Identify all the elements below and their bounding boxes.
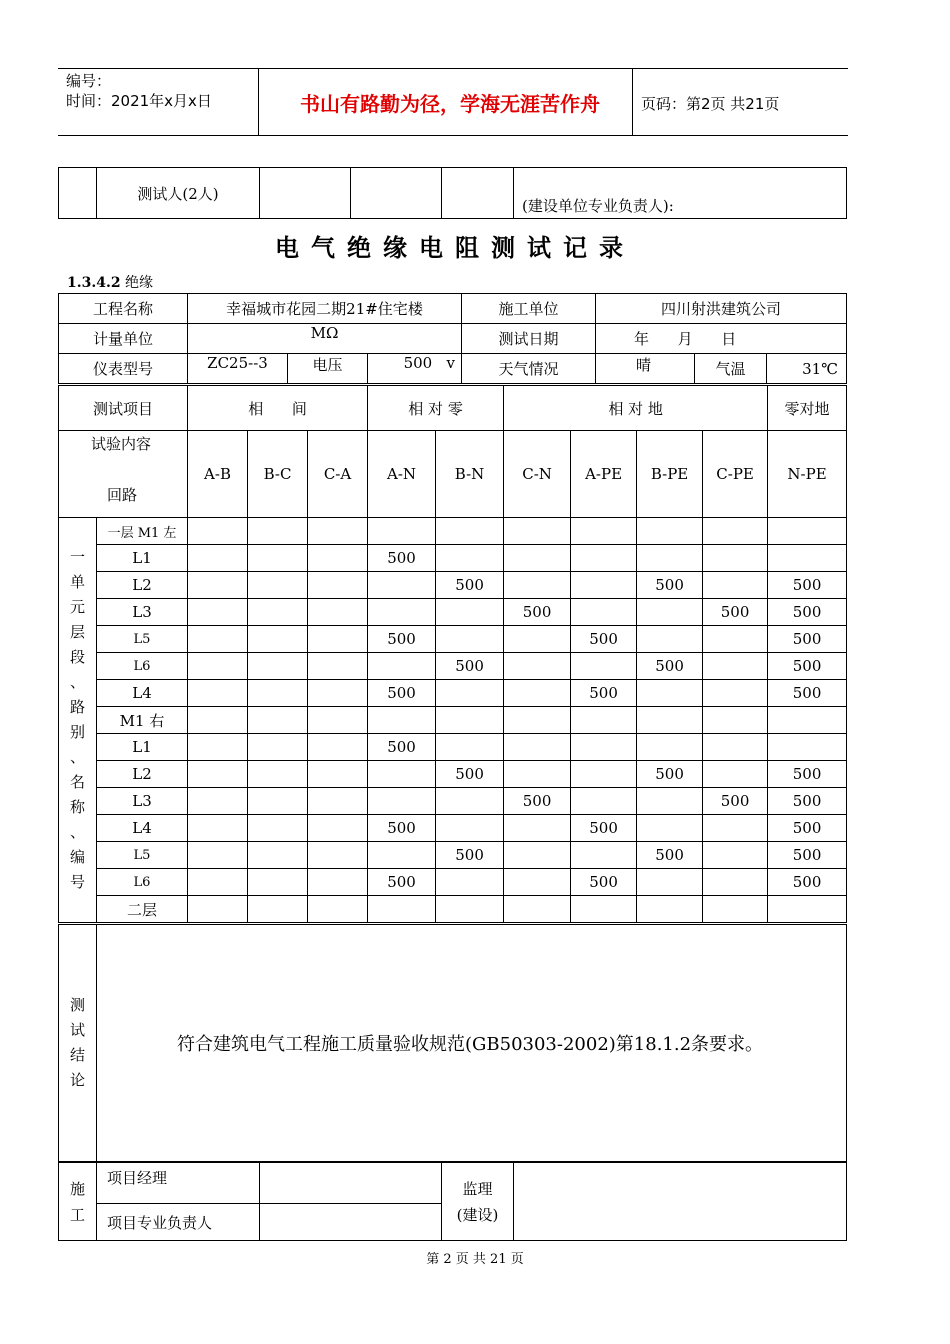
weather-value: 晴 [596, 354, 695, 384]
reading-cell [188, 599, 248, 626]
side-label-char: 名 [69, 773, 85, 791]
column-header: B-PE [637, 431, 703, 518]
reading-cell: 500 [436, 761, 504, 788]
reading-cell [703, 761, 768, 788]
table-row [59, 788, 847, 815]
reading-cell [768, 545, 847, 572]
reading-cell [368, 599, 436, 626]
reading-cell [308, 545, 368, 572]
reading-cell [188, 545, 248, 572]
circuit-name: L4 [97, 815, 188, 842]
side-label-char: 层 [69, 623, 85, 641]
supervision-label-line: (建设) [456, 1205, 499, 1224]
header-motto: 书山有路勤为径，学海无涯苦作舟 [300, 92, 600, 116]
reading-cell [571, 788, 637, 815]
reading-cell [637, 518, 703, 545]
reading-cell: 500 [368, 545, 436, 572]
reading-cell: 500 [571, 626, 637, 653]
group-header: 零对地 [768, 386, 847, 431]
conclusion-table [58, 924, 847, 1162]
meter-value: ZC25--3 [188, 354, 288, 384]
reading-cell [308, 680, 368, 707]
circuit-name: 二层 [97, 896, 188, 923]
reading-cell [188, 869, 248, 896]
group-header: 相 间 [188, 386, 368, 431]
reading-cell [308, 815, 368, 842]
column-header: A-B [188, 431, 248, 518]
column-header: A-PE [571, 431, 637, 518]
reading-cell [703, 626, 768, 653]
test-table [58, 385, 847, 923]
meter-label: 仪表型号 [59, 354, 188, 384]
side-label-char: 编 [69, 848, 85, 866]
table-row [59, 518, 847, 545]
reading-cell [504, 545, 571, 572]
lead-label: 项目专业负责人 [97, 1204, 260, 1241]
weather-label: 天气情况 [462, 354, 596, 384]
reading-cell [504, 626, 571, 653]
conclusion-label-char: 结 [69, 1046, 85, 1064]
reading-cell [571, 518, 637, 545]
reading-cell: 500 [768, 680, 847, 707]
reading-cell: 500 [768, 815, 847, 842]
reading-cell: 500 [703, 599, 768, 626]
page-footer: 第 2 页 共 21 页 [426, 1252, 524, 1267]
reading-cell: 500 [571, 869, 637, 896]
reading-cell: 500 [768, 599, 847, 626]
construction-label-char: 施 [69, 1179, 85, 1198]
reading-cell: 500 [368, 734, 436, 761]
table-row [59, 680, 847, 707]
circuit-name: L1 [97, 734, 188, 761]
table-row [59, 653, 847, 680]
circuit-name: M1 右 [97, 707, 188, 734]
header-top-rule [58, 68, 848, 69]
reading-cell [368, 518, 436, 545]
reading-cell [248, 869, 308, 896]
construction-label-char: 工 [69, 1205, 85, 1224]
reading-cell [637, 707, 703, 734]
reading-cell [436, 815, 504, 842]
reading-cell: 500 [768, 572, 847, 599]
unit-value: MΩ [188, 324, 462, 354]
reading-cell [248, 761, 308, 788]
group-header: 相 对 地 [504, 386, 768, 431]
circuit-name: L2 [97, 572, 188, 599]
reading-cell [571, 707, 637, 734]
construction-label [59, 1163, 97, 1241]
reading-cell [436, 680, 504, 707]
reading-cell [436, 788, 504, 815]
reading-cell [308, 653, 368, 680]
reading-cell: 500 [368, 815, 436, 842]
circuit-name: 一层 M1 左 [97, 518, 188, 545]
column-header: C-A [308, 431, 368, 518]
reading-cell [637, 815, 703, 842]
reading-cell [188, 842, 248, 869]
table-row [59, 626, 847, 653]
reading-cell [248, 545, 308, 572]
reading-cell [571, 896, 637, 923]
reading-cell [188, 896, 248, 923]
test-rows [59, 518, 847, 923]
page-title: 电气绝缘电阻测试记录 [275, 233, 635, 262]
conclusion-label-text [59, 993, 96, 1093]
group-header: 相 对 零 [368, 386, 504, 431]
conclusion-label [59, 925, 97, 1162]
reading-cell: 500 [637, 653, 703, 680]
reading-cell [248, 518, 308, 545]
table-row [59, 599, 847, 626]
reading-cell: 500 [637, 572, 703, 599]
circuit-name: L6 [97, 653, 188, 680]
reading-cell [368, 572, 436, 599]
contractor-label: 施工单位 [462, 294, 596, 324]
reading-cell [308, 518, 368, 545]
side-label-char: 段 [69, 648, 85, 666]
conclusion-label-char: 试 [69, 1021, 85, 1039]
reading-cell [571, 599, 637, 626]
reading-cell [188, 626, 248, 653]
info-table [58, 293, 847, 384]
table-row [59, 896, 847, 923]
reading-cell [504, 761, 571, 788]
date-label: 测试日期 [462, 324, 596, 354]
reading-cell [768, 896, 847, 923]
side-label-char: 、 [69, 823, 85, 841]
reading-cell [248, 788, 308, 815]
side-label-char: 号 [69, 873, 85, 891]
reading-cell [768, 518, 847, 545]
header-divider [258, 68, 259, 136]
reading-cell: 500 [768, 653, 847, 680]
reading-cell [571, 545, 637, 572]
reading-cell [308, 869, 368, 896]
temp-label: 气温 [695, 354, 767, 384]
reading-cell [188, 761, 248, 788]
circuit-label: 回路 [107, 486, 138, 504]
reading-cell [637, 626, 703, 653]
reading-cell [368, 707, 436, 734]
reading-cell [308, 842, 368, 869]
circuit-name: L1 [97, 545, 188, 572]
reading-cell [248, 842, 308, 869]
reading-cell [571, 572, 637, 599]
reading-cell [768, 734, 847, 761]
supervision-label [442, 1163, 514, 1241]
side-label-char: 、 [69, 673, 85, 691]
side-label-text [59, 545, 96, 895]
reading-cell [703, 734, 768, 761]
reading-cell [308, 761, 368, 788]
serial-label: 编号： [66, 72, 112, 90]
contractor-value: 四川射洪建筑公司 [596, 294, 847, 324]
reading-cell [571, 761, 637, 788]
reading-cell [504, 734, 571, 761]
reading-cell [504, 815, 571, 842]
table-row [59, 842, 847, 869]
tester-table [58, 167, 847, 219]
circuit-name: L3 [97, 788, 188, 815]
reading-cell [248, 572, 308, 599]
reading-cell [188, 572, 248, 599]
table-row [59, 815, 847, 842]
reading-cell [188, 680, 248, 707]
reading-cell [703, 707, 768, 734]
reading-cell [248, 680, 308, 707]
reading-cell [308, 788, 368, 815]
reading-cell: 500 [436, 572, 504, 599]
reading-cell [308, 599, 368, 626]
reading-cell [436, 896, 504, 923]
reading-cell [248, 896, 308, 923]
reading-cell [308, 896, 368, 923]
circuit-name: L4 [97, 680, 188, 707]
blank-cell[interactable] [442, 168, 514, 219]
reading-cell [308, 572, 368, 599]
blank-cell[interactable] [260, 168, 351, 219]
reading-cell [571, 653, 637, 680]
date-value: 年 月 日 [596, 324, 847, 354]
reading-cell [703, 572, 768, 599]
reading-cell [637, 599, 703, 626]
table-row [59, 869, 847, 896]
reading-cell [188, 815, 248, 842]
blank-cell[interactable] [351, 168, 442, 219]
reading-cell [436, 518, 504, 545]
reading-cell [308, 707, 368, 734]
reading-cell: 500 [768, 626, 847, 653]
reading-cell [436, 734, 504, 761]
column-header: N-PE [768, 431, 847, 518]
owner-lead-label: (建设单位专业负责人): [514, 168, 847, 219]
signoff-table [58, 1162, 847, 1241]
reading-cell [188, 707, 248, 734]
reading-cell [504, 653, 571, 680]
reading-cell [248, 815, 308, 842]
table-row [59, 734, 847, 761]
circuit-name: L3 [97, 599, 188, 626]
side-label-char: 一 [69, 548, 85, 566]
reading-cell: 500 [768, 761, 847, 788]
side-label-char: 路 [69, 698, 85, 716]
table-row [59, 545, 847, 572]
reading-cell [248, 653, 308, 680]
reading-cell [637, 545, 703, 572]
voltage-label: 电压 [288, 354, 368, 384]
side-label-char: 、 [69, 748, 85, 766]
reading-cell [571, 734, 637, 761]
reading-cell [436, 599, 504, 626]
reading-cell: 500 [368, 680, 436, 707]
page-indicator: 页码：第2页 共21页 [641, 95, 780, 113]
reading-cell [703, 518, 768, 545]
manager-label: 项目经理 [97, 1163, 260, 1204]
reading-cell [637, 896, 703, 923]
circuit-name: L2 [97, 761, 188, 788]
content-circuit-header [59, 431, 188, 518]
blank-cell [59, 168, 97, 219]
reading-cell [504, 572, 571, 599]
reading-cell [703, 896, 768, 923]
reading-cell [768, 707, 847, 734]
reading-cell [637, 734, 703, 761]
reading-cell [248, 707, 308, 734]
supervision-label-line: 监理 [462, 1179, 493, 1198]
date-label: 时间：2021年x月x日 [66, 92, 212, 110]
side-label-char: 单 [69, 573, 85, 591]
reading-cell [188, 653, 248, 680]
column-header: B-N [436, 431, 504, 518]
reading-cell [436, 626, 504, 653]
reading-cell [308, 734, 368, 761]
reading-cell: 500 [571, 680, 637, 707]
content-label: 试验内容 [91, 435, 152, 453]
column-header: C-N [504, 431, 571, 518]
reading-cell [504, 896, 571, 923]
reading-cell: 500 [436, 842, 504, 869]
reading-cell [637, 869, 703, 896]
reading-cell [248, 626, 308, 653]
column-header: A-N [368, 431, 436, 518]
unit-label: 计量单位 [59, 324, 188, 354]
header-meta [66, 71, 212, 111]
reading-cell [703, 815, 768, 842]
side-label-char: 称 [69, 798, 85, 816]
column-header: B-C [248, 431, 308, 518]
reading-cell [368, 842, 436, 869]
reading-cell: 500 [637, 761, 703, 788]
lead-signature[interactable] [260, 1204, 442, 1241]
circuit-name: L6 [97, 869, 188, 896]
reading-cell: 500 [637, 842, 703, 869]
section-subtitle: 1.3.4.2 绝缘 [67, 275, 154, 291]
reading-cell [504, 680, 571, 707]
tester-label: 测试人(2人) [97, 168, 260, 219]
reading-cell: 500 [504, 599, 571, 626]
reading-cell: 500 [768, 788, 847, 815]
reading-cell: 500 [368, 626, 436, 653]
reading-cell [188, 788, 248, 815]
conclusion-label-char: 论 [69, 1071, 85, 1089]
supervision-signature[interactable] [514, 1163, 847, 1241]
reading-cell [703, 680, 768, 707]
circuit-name: L5 [97, 842, 188, 869]
side-label [59, 518, 97, 923]
table-row [59, 572, 847, 599]
conclusion-text: 符合建筑电气工程施工质量验收规范(GB50303-2002)第18.1.2条要求。 [97, 925, 847, 1162]
project-value: 幸福城市花园二期21#住宅楼 [188, 294, 462, 324]
reading-cell [703, 545, 768, 572]
reading-cell [368, 788, 436, 815]
reading-cell: 500 [368, 869, 436, 896]
circuit-name: L5 [97, 626, 188, 653]
reading-cell [436, 707, 504, 734]
side-label-char: 元 [69, 598, 85, 616]
reading-cell [248, 734, 308, 761]
table-row [59, 707, 847, 734]
reading-cell [436, 869, 504, 896]
project-label: 工程名称 [59, 294, 188, 324]
conclusion-label-char: 测 [69, 996, 85, 1014]
column-header: C-PE [703, 431, 768, 518]
reading-cell [504, 707, 571, 734]
test-item-label: 测试项目 [59, 386, 188, 431]
reading-cell: 500 [571, 815, 637, 842]
reading-cell [703, 653, 768, 680]
reading-cell [637, 680, 703, 707]
reading-cell [703, 869, 768, 896]
reading-cell [368, 896, 436, 923]
header-bottom-rule [58, 135, 848, 136]
reading-cell [248, 599, 308, 626]
reading-cell [368, 653, 436, 680]
reading-cell [637, 788, 703, 815]
reading-cell [368, 761, 436, 788]
reading-cell: 500 [436, 653, 504, 680]
reading-cell [188, 518, 248, 545]
reading-cell [504, 842, 571, 869]
reading-cell [436, 545, 504, 572]
reading-cell: 500 [768, 869, 847, 896]
reading-cell: 500 [504, 788, 571, 815]
temp-value: 31℃ [767, 354, 847, 384]
reading-cell: 500 [768, 842, 847, 869]
voltage-value: 500 v [368, 354, 462, 384]
reading-cell [308, 626, 368, 653]
table-row [59, 761, 847, 788]
reading-cell [504, 518, 571, 545]
manager-signature[interactable] [260, 1163, 442, 1204]
side-label-char: 别 [69, 723, 85, 741]
reading-cell [703, 842, 768, 869]
reading-cell: 500 [703, 788, 768, 815]
header-divider [632, 68, 633, 136]
reading-cell [504, 869, 571, 896]
reading-cell [571, 842, 637, 869]
reading-cell [188, 734, 248, 761]
